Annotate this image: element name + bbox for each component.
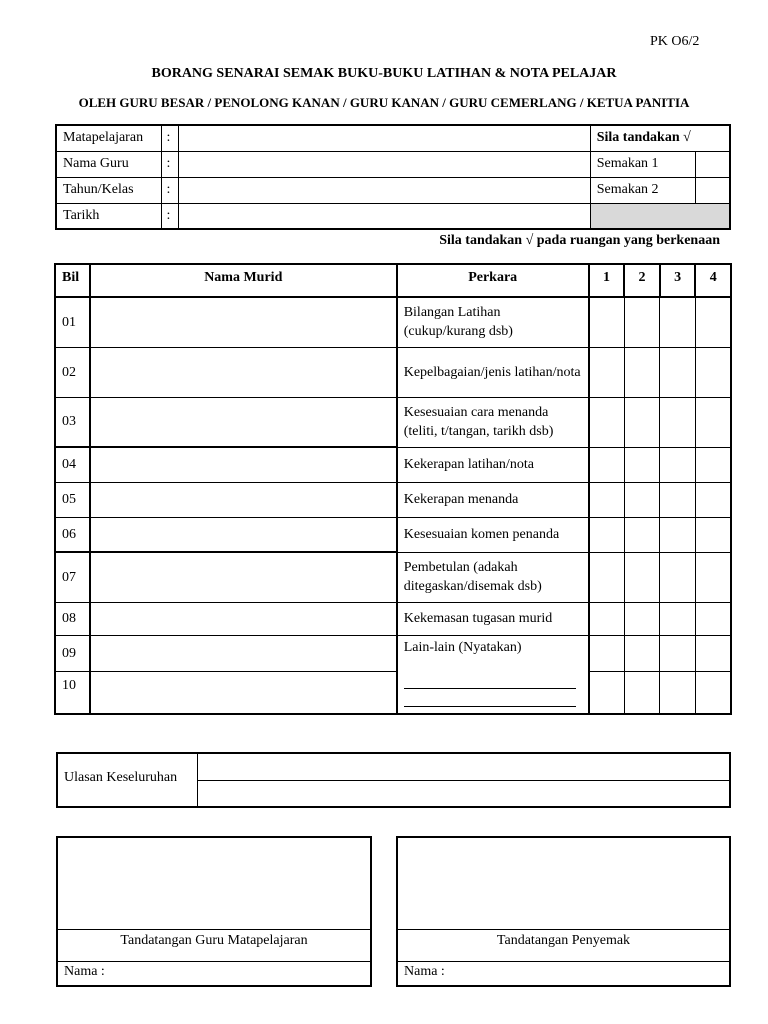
field-label-matapelajaran: Matapelajaran bbox=[56, 125, 162, 151]
field-label-tahun-kelas: Tahun/Kelas bbox=[56, 177, 162, 203]
table-row bbox=[55, 552, 731, 602]
check-cell[interactable] bbox=[660, 602, 696, 635]
instruction-text: Sila tandakan √ pada ruangan yang berkenaan bbox=[439, 233, 720, 248]
table-row bbox=[55, 397, 731, 447]
signature-box-guru bbox=[56, 836, 372, 987]
check-cell[interactable] bbox=[695, 635, 731, 671]
field-input-matapelajaran[interactable] bbox=[179, 125, 590, 151]
row-number: 07 bbox=[55, 552, 90, 602]
check-label-semakan-2: Semakan 2 bbox=[590, 177, 695, 203]
perkara-cell: Kepelbagaian/jenis latihan/nota bbox=[397, 347, 589, 397]
perkara-cell: Kekerapan menanda bbox=[397, 482, 589, 517]
header-perkara: Perkara bbox=[397, 264, 589, 297]
check-cell[interactable] bbox=[695, 397, 731, 447]
perkara-cell-lain-lain bbox=[397, 635, 589, 714]
ulasan-label: Ulasan Keseluruhan bbox=[58, 754, 198, 806]
check-cell[interactable] bbox=[589, 347, 625, 397]
check-cell[interactable] bbox=[589, 297, 625, 347]
field-input-tahun-kelas[interactable] bbox=[179, 177, 590, 203]
check-cell[interactable] bbox=[624, 482, 660, 517]
field-colon: : bbox=[162, 151, 179, 177]
check-cell[interactable] bbox=[660, 347, 696, 397]
check-cell[interactable] bbox=[695, 297, 731, 347]
student-name-cell[interactable] bbox=[90, 297, 397, 347]
check-cell[interactable] bbox=[660, 397, 696, 447]
student-name-cell[interactable] bbox=[90, 602, 397, 635]
row-number: 01 bbox=[55, 297, 90, 347]
table-row bbox=[55, 482, 731, 517]
check-label-semakan-1: Semakan 1 bbox=[590, 151, 695, 177]
field-colon: : bbox=[162, 177, 179, 203]
table-row bbox=[55, 671, 731, 714]
info-table bbox=[55, 124, 731, 230]
signature-area[interactable] bbox=[398, 838, 729, 930]
perkara-text: Lain-lain (Nyatakan) bbox=[403, 639, 522, 655]
check-cell[interactable] bbox=[695, 552, 731, 602]
header-col-3: 3 bbox=[660, 264, 696, 297]
table-row bbox=[55, 297, 731, 347]
check-cell[interactable] bbox=[624, 517, 660, 552]
check-cell[interactable] bbox=[589, 635, 625, 671]
check-cell[interactable] bbox=[660, 482, 696, 517]
row-number: 06 bbox=[55, 517, 90, 552]
perkara-cell: Kesesuaian cara menanda (teliti, t/tangan, tarikh dsb) bbox=[397, 397, 589, 447]
check-cell[interactable] bbox=[660, 447, 696, 482]
header-col-4: 4 bbox=[695, 264, 731, 297]
check-cell[interactable] bbox=[624, 602, 660, 635]
checklist-table bbox=[54, 263, 732, 715]
check-cell[interactable] bbox=[695, 671, 731, 714]
check-cell[interactable] bbox=[589, 447, 625, 482]
student-name-cell[interactable] bbox=[90, 447, 397, 482]
check-cell[interactable] bbox=[624, 297, 660, 347]
check-cell[interactable] bbox=[695, 482, 731, 517]
check-cell[interactable] bbox=[624, 635, 660, 671]
row-number: 09 bbox=[55, 635, 90, 671]
row-number: 04 bbox=[55, 447, 90, 482]
signature-box-penyemak bbox=[396, 836, 731, 987]
check-cell[interactable] bbox=[589, 482, 625, 517]
perkara-cell: Kekerapan latihan/nota bbox=[397, 447, 589, 482]
row-number: 03 bbox=[55, 397, 90, 447]
check-cell[interactable] bbox=[589, 397, 625, 447]
ulasan-box bbox=[56, 752, 731, 808]
table-row bbox=[55, 635, 731, 671]
perkara-cell: Kekemasan tugasan murid bbox=[397, 602, 589, 635]
table-row bbox=[55, 347, 731, 397]
perkara-cell: Bilangan Latihan (cukup/kurang dsb) bbox=[397, 297, 589, 347]
check-cell[interactable] bbox=[660, 552, 696, 602]
field-label-nama-guru: Nama Guru bbox=[56, 151, 162, 177]
signature-label: Tandatangan Penyemak bbox=[398, 930, 729, 962]
table-row bbox=[55, 602, 731, 635]
check-cell[interactable] bbox=[660, 635, 696, 671]
fill-in-line[interactable] bbox=[404, 671, 576, 689]
check-cell[interactable] bbox=[589, 552, 625, 602]
field-colon: : bbox=[162, 203, 179, 229]
field-input-nama-guru[interactable] bbox=[179, 151, 590, 177]
row-number: 02 bbox=[55, 347, 90, 397]
perkara-cell: Kesesuaian komen penanda bbox=[397, 517, 589, 552]
check-heading: Sila tandakan √ bbox=[590, 125, 730, 151]
header-col-2: 2 bbox=[624, 264, 660, 297]
student-name-cell[interactable] bbox=[90, 552, 397, 602]
check-cell[interactable] bbox=[589, 602, 625, 635]
fill-in-line[interactable] bbox=[404, 689, 576, 707]
check-cell[interactable] bbox=[695, 602, 731, 635]
form-code: PK O6/2 bbox=[650, 34, 700, 49]
signature-name-field[interactable]: Nama : bbox=[404, 964, 445, 979]
student-name-cell[interactable] bbox=[90, 517, 397, 552]
check-cell[interactable] bbox=[660, 297, 696, 347]
check-cell[interactable] bbox=[624, 552, 660, 602]
field-colon: : bbox=[162, 125, 179, 151]
header-col-1: 1 bbox=[589, 264, 625, 297]
shaded-cell bbox=[590, 203, 730, 229]
signature-area[interactable] bbox=[58, 838, 370, 930]
header-nama-murid: Nama Murid bbox=[90, 264, 397, 297]
row-number: 10 bbox=[55, 671, 90, 714]
check-cell[interactable] bbox=[624, 347, 660, 397]
check-cell[interactable] bbox=[589, 517, 625, 552]
row-number: 05 bbox=[55, 482, 90, 517]
check-cell[interactable] bbox=[624, 397, 660, 447]
header-bil: Bil bbox=[55, 264, 90, 297]
check-cell[interactable] bbox=[589, 671, 625, 714]
student-name-cell[interactable] bbox=[90, 635, 397, 671]
signature-label: Tandatangan Guru Matapelajaran bbox=[58, 930, 370, 962]
check-cell[interactable] bbox=[660, 671, 696, 714]
student-name-cell[interactable] bbox=[90, 397, 397, 447]
student-name-cell[interactable] bbox=[90, 482, 397, 517]
field-input-tarikh[interactable] bbox=[179, 203, 590, 229]
check-cell[interactable] bbox=[695, 517, 731, 552]
form-title: BORANG SENARAI SEMAK BUKU-BUKU LATIHAN & NOTA PELAJAR bbox=[151, 66, 617, 81]
row-number: 08 bbox=[55, 602, 90, 635]
check-cell[interactable] bbox=[624, 447, 660, 482]
form-subtitle: OLEH GURU BESAR / PENOLONG KANAN / GURU KANAN / GURU CEMERLANG / KETUA PANITIA bbox=[78, 95, 690, 110]
student-name-cell[interactable] bbox=[90, 671, 397, 714]
field-label-tarikh: Tarikh bbox=[56, 203, 162, 229]
checkbox-semakan-2[interactable] bbox=[695, 177, 730, 203]
student-name-cell[interactable] bbox=[90, 347, 397, 397]
checkbox-semakan-1[interactable] bbox=[695, 151, 730, 177]
check-cell[interactable] bbox=[624, 671, 660, 714]
table-row bbox=[55, 447, 731, 482]
perkara-cell: Pembetulan (adakah ditegaskan/disemak dsb) bbox=[397, 552, 589, 602]
check-cell[interactable] bbox=[660, 517, 696, 552]
check-cell[interactable] bbox=[695, 347, 731, 397]
table-row bbox=[55, 517, 731, 552]
check-cell[interactable] bbox=[695, 447, 731, 482]
ulasan-divider bbox=[198, 780, 729, 781]
signature-name-field[interactable]: Nama : bbox=[64, 964, 105, 979]
